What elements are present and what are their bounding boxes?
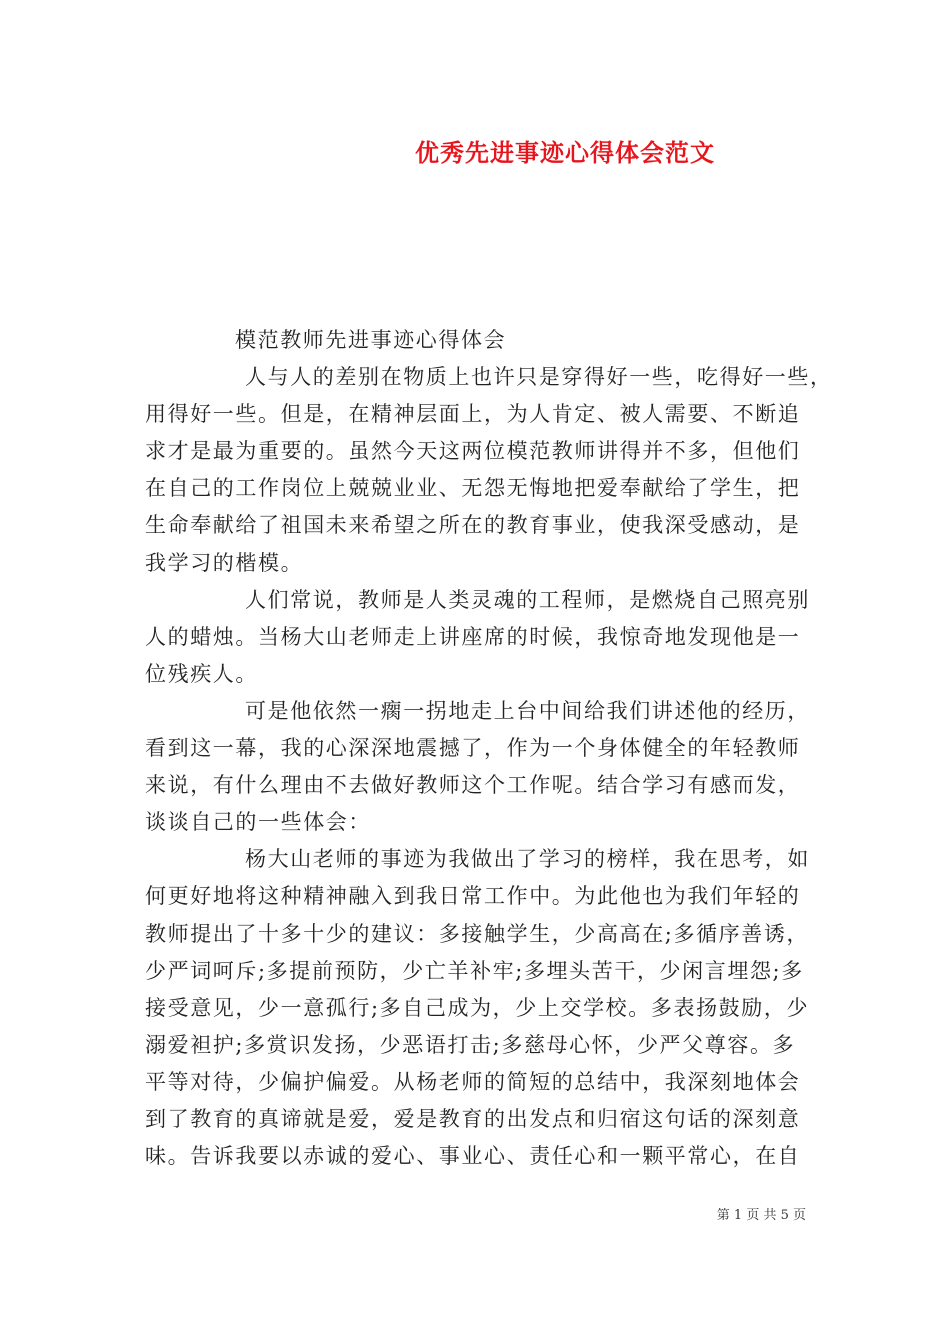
paragraph-line: 我学习的楷模。	[145, 550, 304, 575]
paragraph-line: 求才是最为重要的。虽然今天这两位模范教师讲得并不多，但他们	[145, 439, 801, 464]
document-body	[145, 322, 833, 1175]
page-number: 第 1 页 共 5 页	[716, 1208, 806, 1223]
paragraph-line: 平等对待，少偏护偏爱。从杨老师的简短的总结中，我深刻地体会	[145, 1069, 801, 1094]
paragraph-line: 何更好地将这种精神融入到我日常工作中。为此他也为我们年轻的	[145, 884, 801, 909]
paragraph-line: 少严词呵斥;多提前预防，少亡羊补牢;多埋头苦干，少闲言埋怨;多	[145, 958, 804, 983]
paragraph-line: 生命奉献给了祖国未来希望之所在的教育事业，使我深受感动，是	[145, 513, 801, 538]
paragraph-line: 用得好一些。但是，在精神层面上，为人肯定、被人需要、不断追	[145, 402, 801, 427]
paragraph-line: 到了教育的真谛就是爱，爱是教育的出发点和归宿这句话的深刻意	[145, 1106, 801, 1131]
paragraph-line: 看到这一幕，我的心深深地震撼了，作为一个身体健全的年轻教师	[145, 736, 801, 761]
paragraph	[145, 582, 825, 693]
document-title: 优秀先进事迹心得体会范文	[415, 138, 715, 167]
paragraph-line: 溺爱袒护;多赏识发扬，少恶语打击;多慈母心怀，少严父尊容。多	[145, 1032, 796, 1057]
paragraph-line: 味。告诉我要以赤诚的爱心、事业心、责任心和一颗平常心，在自	[145, 1144, 801, 1169]
paragraphs	[145, 359, 833, 1175]
paragraph-line: 接受意见，少一意孤行;多自己成为，少上交学校。多表扬鼓励，少	[145, 995, 810, 1020]
paragraph-line: 谈谈自己的一些体会：	[145, 810, 371, 835]
paragraph-line: 位残疾人。	[145, 661, 258, 686]
paragraph-line: 可是他依然一瘸一拐地走上台中间给我们讲述他的经历，	[245, 698, 810, 723]
paragraph-line: 在自己的工作岗位上兢兢业业、无怨无悔地把爱奉献给了学生，把	[145, 476, 801, 501]
paragraph	[145, 693, 825, 841]
paragraph-line: 来说，有什么理由不去做好教师这个工作呢。结合学习有感而发，	[145, 773, 801, 798]
paragraph-line: 教师提出了十多十少的建议：多接触学生，少高高在;多循序善诱，	[145, 921, 810, 946]
paragraph	[145, 841, 825, 1175]
paragraph	[145, 359, 833, 582]
subheading: 模范教师先进事迹心得体会	[235, 328, 507, 352]
paragraph-line: 杨大山老师的事迹为我做出了学习的榜样，我在思考，如	[245, 847, 810, 872]
paragraph-line: 人的蜡烛。当杨大山老师走上讲座席的时候，我惊奇地发现他是一	[145, 624, 801, 649]
paragraph-line: 人们常说，教师是人类灵魂的工程师，是燃烧自己照亮别	[245, 587, 810, 612]
paragraph-line: 人与人的差别在物质上也许只是穿得好一些，吃得好一些，	[245, 365, 833, 390]
